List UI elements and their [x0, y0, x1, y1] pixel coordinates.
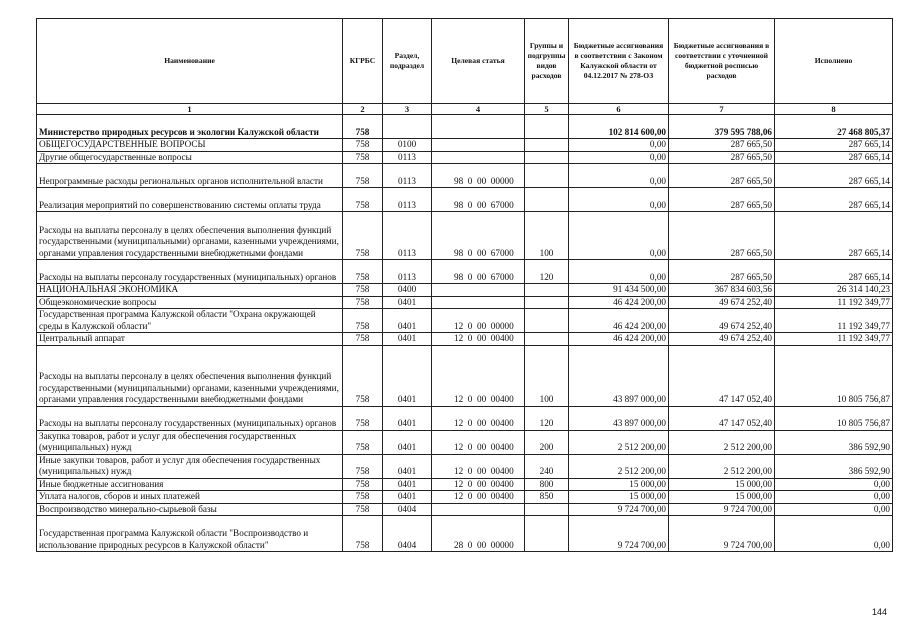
- header-row: [37, 19, 893, 104]
- row-law-amount: 43 897 000,00: [569, 345, 669, 406]
- row-name: Расходы на выплаты персоналу государственных (муниципальных) органов: [37, 406, 343, 430]
- row-target: 12 0 00 00400: [432, 406, 525, 430]
- row-kgrbs: 758: [343, 260, 383, 284]
- row-group: 120: [525, 406, 569, 430]
- row-kgrbs: 758: [343, 516, 383, 552]
- row-executed-amount: 11 192 349,77: [775, 296, 893, 309]
- row-executed-amount: 287 665,14: [775, 139, 893, 152]
- row-section: 0401: [383, 309, 432, 333]
- row-name: Государственная программа Калужской области "Воспроизводство и использование природных ресурсов в Калужской области": [37, 516, 343, 552]
- page-number: 144: [871, 607, 887, 617]
- row-section: 0401: [383, 345, 432, 406]
- row-executed-amount: 287 665,14: [775, 212, 893, 260]
- row-law-amount: 46 424 200,00: [569, 333, 669, 346]
- row-group: 120: [525, 260, 569, 284]
- row-target: [432, 296, 525, 309]
- row-target: 98 0 00 67000: [432, 212, 525, 260]
- row-law-amount: 46 424 200,00: [569, 309, 669, 333]
- row-target: 12 0 00 00400: [432, 345, 525, 406]
- column-number: 6: [569, 104, 669, 115]
- row-kgrbs: 758: [343, 491, 383, 504]
- budget-table: [36, 18, 893, 552]
- row-name: Центральный аппарат: [37, 333, 343, 346]
- row-refined-amount: 47 147 052,40: [669, 345, 775, 406]
- column-number: 1: [37, 104, 343, 115]
- row-law-amount: 0,00: [569, 188, 669, 212]
- row-kgrbs: 758: [343, 151, 383, 164]
- row-kgrbs: 758: [343, 430, 383, 454]
- row-law-amount: 0,00: [569, 139, 669, 152]
- row-group: [525, 284, 569, 297]
- row-kgrbs: 758: [343, 212, 383, 260]
- row-target: 12 0 00 00400: [432, 430, 525, 454]
- table-row: [37, 503, 893, 516]
- row-executed-amount: 287 665,14: [775, 151, 893, 164]
- row-kgrbs: 758: [343, 296, 383, 309]
- row-name: НАЦИОНАЛЬНАЯ ЭКОНОМИКА: [37, 284, 343, 297]
- table-row: [37, 188, 893, 212]
- row-kgrbs: 758: [343, 333, 383, 346]
- row-name: ОБЩЕГОСУДАРСТВЕННЫЕ ВОПРОСЫ: [37, 139, 343, 152]
- header-target: Целевая статья: [432, 19, 525, 104]
- row-name: Иные бюджетные ассигнования: [37, 478, 343, 491]
- budget-table-sheet: [36, 18, 892, 552]
- row-section: 0401: [383, 406, 432, 430]
- row-group: 100: [525, 212, 569, 260]
- row-law-amount: 46 424 200,00: [569, 296, 669, 309]
- row-target: 12 0 00 00400: [432, 491, 525, 504]
- table-row: [37, 516, 893, 552]
- row-section: 0401: [383, 478, 432, 491]
- row-law-amount: 43 897 000,00: [569, 406, 669, 430]
- row-group: [525, 309, 569, 333]
- row-target: 12 0 00 00400: [432, 478, 525, 491]
- row-group: [525, 139, 569, 152]
- table-row: [37, 115, 893, 139]
- row-executed-amount: 0,00: [775, 478, 893, 491]
- row-section: 0404: [383, 516, 432, 552]
- row-section: 0100: [383, 139, 432, 152]
- row-refined-amount: 287 665,50: [669, 139, 775, 152]
- row-kgrbs: 758: [343, 406, 383, 430]
- row-refined-amount: 49 674 252,40: [669, 309, 775, 333]
- row-section: 0400: [383, 284, 432, 297]
- row-refined-amount: 9 724 700,00: [669, 503, 775, 516]
- row-law-amount: 0,00: [569, 164, 669, 188]
- table-row: [37, 284, 893, 297]
- header-refined: Бюджетные ассигнования в соответствии с уточненной бюджетной росписью расходов: [669, 19, 775, 104]
- row-law-amount: 0,00: [569, 151, 669, 164]
- row-name: Непрограммные расходы региональных органов исполнительной власти: [37, 164, 343, 188]
- header-section: Раздел, подраздел: [383, 19, 432, 104]
- row-executed-amount: 386 592,90: [775, 454, 893, 478]
- header-law: Бюджетные ассигнования в соответствии с Законом Калужской области от 04.12.2017 № 278-ОЗ: [569, 19, 669, 104]
- column-number: 2: [343, 104, 383, 115]
- row-kgrbs: 758: [343, 115, 383, 139]
- row-group: [525, 115, 569, 139]
- row-refined-amount: 2 512 200,00: [669, 454, 775, 478]
- row-refined-amount: 15 000,00: [669, 491, 775, 504]
- row-target: 28 0 00 00000: [432, 516, 525, 552]
- row-kgrbs: 758: [343, 503, 383, 516]
- row-group: 200: [525, 430, 569, 454]
- row-target: [432, 284, 525, 297]
- row-executed-amount: 0,00: [775, 491, 893, 504]
- row-section: 0401: [383, 491, 432, 504]
- row-executed-amount: 0,00: [775, 503, 893, 516]
- row-kgrbs: 758: [343, 309, 383, 333]
- row-target: [432, 503, 525, 516]
- row-name: Государственная программа Калужской области "Охрана окружающей среды в Калужской области": [37, 309, 343, 333]
- row-name: Расходы на выплаты персоналу в целях обеспечения выполнения функций государственными (муниципальными) органами, казенными учреждениями, органами управления государственными внебюджетными фондами: [37, 345, 343, 406]
- row-kgrbs: 758: [343, 164, 383, 188]
- row-law-amount: 2 512 200,00: [569, 430, 669, 454]
- row-refined-amount: 287 665,50: [669, 164, 775, 188]
- row-target: 98 0 00 00000: [432, 164, 525, 188]
- row-refined-amount: 49 674 252,40: [669, 296, 775, 309]
- row-group: [525, 333, 569, 346]
- row-refined-amount: 367 834 603,56: [669, 284, 775, 297]
- column-number: 5: [525, 104, 569, 115]
- row-name: Министерство природных ресурсов и экологии Калужской области: [37, 115, 343, 139]
- row-group: [525, 151, 569, 164]
- row-section: 0113: [383, 260, 432, 284]
- row-kgrbs: 758: [343, 478, 383, 491]
- column-number: 3: [383, 104, 432, 115]
- row-group: 240: [525, 454, 569, 478]
- row-section: [383, 115, 432, 139]
- table-row: [37, 296, 893, 309]
- row-refined-amount: 287 665,50: [669, 212, 775, 260]
- row-name: Иные закупки товаров, работ и услуг для обеспечения государственных (муниципальных) нужд: [37, 454, 343, 478]
- row-section: 0113: [383, 188, 432, 212]
- column-number-row: [37, 104, 893, 115]
- row-executed-amount: 11 192 349,77: [775, 309, 893, 333]
- row-refined-amount: 49 674 252,40: [669, 333, 775, 346]
- table-row: [37, 139, 893, 152]
- row-kgrbs: 758: [343, 284, 383, 297]
- header-executed: Исполнено: [775, 19, 893, 104]
- row-group: [525, 188, 569, 212]
- row-group: 800: [525, 478, 569, 491]
- row-law-amount: 9 724 700,00: [569, 503, 669, 516]
- row-kgrbs: 758: [343, 454, 383, 478]
- row-section: 0113: [383, 212, 432, 260]
- row-refined-amount: 379 595 788,06: [669, 115, 775, 139]
- row-target: [432, 151, 525, 164]
- row-refined-amount: 15 000,00: [669, 478, 775, 491]
- table-row: [37, 309, 893, 333]
- row-executed-amount: 0,00: [775, 516, 893, 552]
- row-executed-amount: 26 314 140,23: [775, 284, 893, 297]
- header-name: Наименование: [37, 19, 343, 104]
- row-group: [525, 296, 569, 309]
- row-name: Закупка товаров, работ и услуг для обеспечения государственных (муниципальных) нужд: [37, 430, 343, 454]
- row-target: 98 0 00 67000: [432, 260, 525, 284]
- row-refined-amount: 9 724 700,00: [669, 516, 775, 552]
- row-refined-amount: 287 665,50: [669, 151, 775, 164]
- row-refined-amount: 2 512 200,00: [669, 430, 775, 454]
- table-row: [37, 164, 893, 188]
- row-law-amount: 15 000,00: [569, 491, 669, 504]
- table-row: [37, 333, 893, 346]
- row-executed-amount: 287 665,14: [775, 188, 893, 212]
- row-section: 0404: [383, 503, 432, 516]
- row-executed-amount: 386 592,90: [775, 430, 893, 454]
- table-row: [37, 345, 893, 406]
- row-kgrbs: 758: [343, 139, 383, 152]
- row-group: [525, 164, 569, 188]
- row-executed-amount: 287 665,14: [775, 164, 893, 188]
- table-row: [37, 478, 893, 491]
- row-section: 0113: [383, 151, 432, 164]
- row-law-amount: 2 512 200,00: [569, 454, 669, 478]
- row-refined-amount: 287 665,50: [669, 260, 775, 284]
- header-kgrbs: КГРБС: [343, 19, 383, 104]
- row-law-amount: 91 434 500,00: [569, 284, 669, 297]
- row-group: 100: [525, 345, 569, 406]
- table-row: [37, 454, 893, 478]
- row-name: Уплата налогов, сборов и иных платежей: [37, 491, 343, 504]
- row-target: 98 0 00 67000: [432, 188, 525, 212]
- row-refined-amount: 47 147 052,40: [669, 406, 775, 430]
- row-group: [525, 516, 569, 552]
- row-target: 12 0 00 00400: [432, 454, 525, 478]
- row-executed-amount: 287 665,14: [775, 260, 893, 284]
- column-number: 7: [669, 104, 775, 115]
- row-executed-amount: 27 468 805,37: [775, 115, 893, 139]
- row-section: 0401: [383, 296, 432, 309]
- row-target: [432, 139, 525, 152]
- row-section: 0401: [383, 333, 432, 346]
- row-section: 0401: [383, 430, 432, 454]
- row-law-amount: 102 814 600,00: [569, 115, 669, 139]
- row-group: 850: [525, 491, 569, 504]
- table-row: [37, 151, 893, 164]
- row-name: Расходы на выплаты персоналу в целях обеспечения выполнения функций государственными (муниципальными) органами, казенными учреждениями, органами управления государственными внебюджетными фондами: [37, 212, 343, 260]
- table-row: [37, 491, 893, 504]
- row-target: 12 0 00 00400: [432, 333, 525, 346]
- row-law-amount: 9 724 700,00: [569, 516, 669, 552]
- row-name: Реализация мероприятий по совершенствованию системы оплаты труда: [37, 188, 343, 212]
- row-law-amount: 0,00: [569, 260, 669, 284]
- row-law-amount: 15 000,00: [569, 478, 669, 491]
- row-refined-amount: 287 665,50: [669, 188, 775, 212]
- table-row: [37, 212, 893, 260]
- row-group: [525, 503, 569, 516]
- table-row: [37, 430, 893, 454]
- row-name: Воспроизводство минерально-сырьевой базы: [37, 503, 343, 516]
- row-executed-amount: 10 805 756,87: [775, 406, 893, 430]
- table-row: [37, 406, 893, 430]
- table-row: [37, 260, 893, 284]
- row-law-amount: 0,00: [569, 212, 669, 260]
- row-section: 0113: [383, 164, 432, 188]
- row-kgrbs: 758: [343, 188, 383, 212]
- row-executed-amount: 10 805 756,87: [775, 345, 893, 406]
- row-target: [432, 115, 525, 139]
- row-target: 12 0 00 00000: [432, 309, 525, 333]
- row-name: Другие общегосударственные вопросы: [37, 151, 343, 164]
- row-kgrbs: 758: [343, 345, 383, 406]
- row-section: 0401: [383, 454, 432, 478]
- column-number: 4: [432, 104, 525, 115]
- row-executed-amount: 11 192 349,77: [775, 333, 893, 346]
- row-name: Расходы на выплаты персоналу государственных (муниципальных) органов: [37, 260, 343, 284]
- header-groups: Группы и подгруппы видов расходов: [525, 19, 569, 104]
- row-name: Общеэкономические вопросы: [37, 296, 343, 309]
- column-number: 8: [775, 104, 893, 115]
